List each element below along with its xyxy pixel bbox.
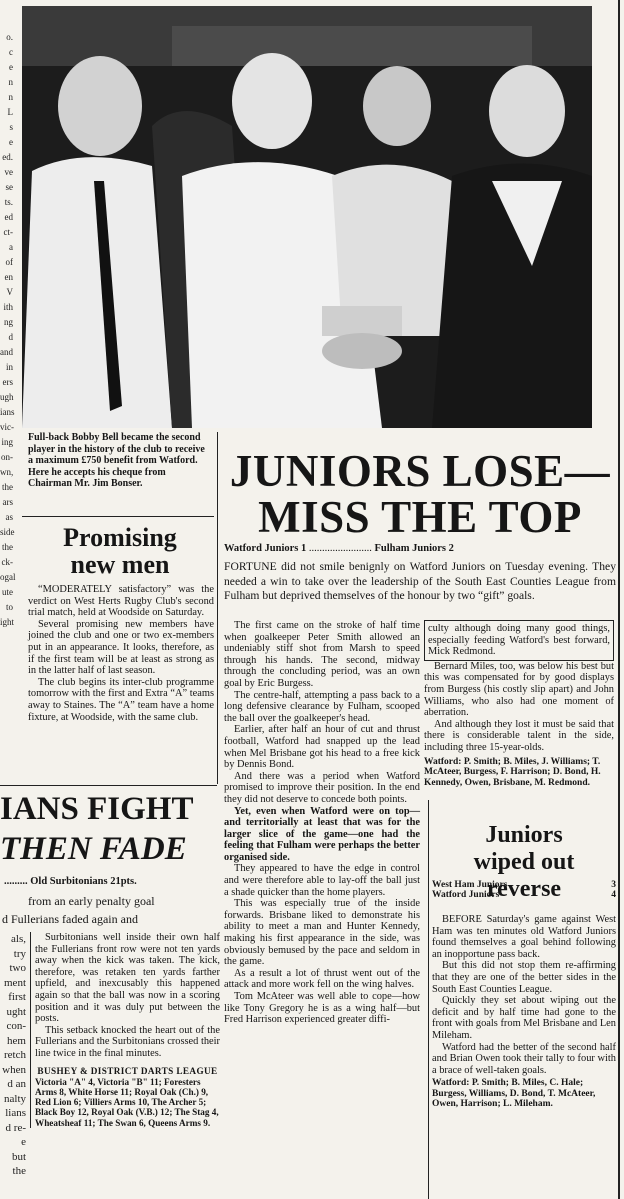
left-edge-fragment: ng <box>4 317 13 327</box>
fullerians-headline-line2: THEN FADE <box>0 831 187 867</box>
darts-league-results: Victoria "A" 4, Victoria "B" 11; Foresters Arms 8, White Horse 11; Royal Oak (Ch.) 9, Red Lion 6; Villiers Arms 10, The Archer 5; Black Boy 12, Royal Oak (V.B.) 12; The Stag 4, Wheatsheaf 11; The Swan 6, Queens Arms 9. <box>35 1076 219 1128</box>
fullerians-lead-line1: from an early penalty goal <box>28 894 155 908</box>
left-edge-column <box>0 30 16 630</box>
juniors-paragraph: And there was a period when Watford promised to improve their position. In the end they did not deserve to concede both points. <box>224 770 420 805</box>
left-edge-fragment: to <box>5 602 13 612</box>
juniors-paragraph: Tom McAteer was well able to cope—how like Tony Gregory he is as a wing half—but Fred Harrison experienced greater diffi- <box>224 991 420 1026</box>
fullerians-paragraph: Surbitonians well inside their own half the Fullerians front row were not ten yards away when the kick was taken. The kick, therefore, was retaken ten yards farther upfield, and inexcusably this happened again so that the ball was now in a scoring position and it was duly put between the posts. <box>35 932 220 1025</box>
fullerians-left-fragment: d an <box>7 1078 26 1090</box>
promising-article <box>28 584 214 723</box>
column-rule-vertical <box>217 432 218 784</box>
fullerians-left-fragment: ment <box>4 976 26 989</box>
left-edge-fragment: as <box>5 512 13 522</box>
left-edge-fragment: en <box>4 272 13 282</box>
juniors-headline-line1: JUNIORS LOSE— <box>229 446 611 496</box>
juniors-column-1 <box>224 620 420 1026</box>
fullerians-left-fragment: als, <box>11 933 26 945</box>
left-edge-fragment: ed. <box>2 152 13 162</box>
fullerians-left-fragment: hem <box>7 1034 26 1047</box>
fullerians-fragment-list <box>0 932 26 1179</box>
promising-paragraph: The club begins its inter-club programme tomorrow with the first and Extra “A” teams away to Staines. The “A” team have a home fixture, at Woodside, with the same club. <box>28 676 214 723</box>
juniors-bold-paragraph: Yet, even when Watford were on top—and territorially at least that was for the larger slice of the game—one had the feeling that Fulham were perhaps the better organised side. <box>224 805 420 863</box>
wiped-article <box>432 914 616 1110</box>
juniors-result <box>224 543 616 554</box>
fullerians-left-fragment: the <box>12 1165 26 1177</box>
left-edge-fragment: d <box>8 332 13 342</box>
fullerians-box <box>30 932 220 1128</box>
juniors-paragraph: As a result a lot of thrust went out of the attack and more work fell on the wing halves. <box>224 967 420 991</box>
left-edge-fragment: e <box>9 137 13 147</box>
section-rule-top <box>22 516 214 517</box>
fullerians-left-fragment: two <box>9 962 26 974</box>
juniors-paragraph: Earlier, after half an hour of cut and thrust football, Watford had snapped up the lead when Mel Brisbane got his head to a free kick by Dennis Bond. <box>224 724 420 771</box>
fullerians-left-fragments <box>0 932 26 1179</box>
photo-caption: Full-back Bobby Bell became the second player in the history of the club to receive a maximum £750 benefit from Watford. Here he accepts his cheque from Chairman Mr. Jim Bonser. <box>28 432 205 489</box>
left-edge-fragment: ight <box>0 617 15 627</box>
left-edge-fragment: the <box>2 542 13 552</box>
fullerians-left-fragment: when <box>2 1063 26 1076</box>
wiped-paragraph: Quickly they set about wiping out the deficit and by half time had gone to the front with goals from Mel Brisbane and Len Mileham. <box>432 995 616 1041</box>
juniors-paragraph: This was especially true of the inside forwards. Brisbane liked to demonstrate his ability to meet a man and Hunter Kennedy, making his first appearance in the side, was obviously bemused by the pace and seldom in the game. <box>224 898 420 968</box>
fullerians-lead-line2: d Fullerians faded again and <box>2 912 138 926</box>
juniors-paragraph: They appeared to have the edge in control and were therefore able to lay-off the ball just a shade quicker than the home players. <box>224 863 420 898</box>
left-edge-fragment: ith <box>3 302 13 312</box>
fullerians-left-fragment: e <box>21 1136 26 1148</box>
fullerians-left-fragment: retch <box>4 1049 26 1061</box>
left-edge-fragment: and <box>0 347 13 357</box>
left-edge-fragment: n <box>8 92 13 102</box>
wiped-result-row <box>432 890 616 900</box>
left-edge-fragment: wn, <box>0 467 14 477</box>
wiped-paragraph: Watford had the better of the second half and Brian Owen took their tally to four with a brace of well-taken goals. <box>432 1041 616 1076</box>
juniors-headline-line2: MISS THE TOP <box>258 492 582 542</box>
left-edge-fragment: the <box>2 482 13 492</box>
left-edge-fragment: ts. <box>4 197 13 207</box>
fullerians-paragraph: This setback knocked the heart out of the Fullerians and the Surbitonians crossed their line twice in the final minutes. <box>35 1024 220 1059</box>
left-edge-fragment: ute <box>2 587 13 597</box>
left-edge-fragment: vic- <box>0 422 14 432</box>
fullerians-left-fragment: ught <box>6 1005 26 1018</box>
left-edge-fragment: a <box>9 242 13 252</box>
left-edge-fragment: se <box>5 182 13 192</box>
wiped-headline: Juniors wiped out reverse <box>473 822 575 902</box>
left-edge-fragment: ck- <box>1 557 13 567</box>
juniors-result-away: Fulham Juniors 2 <box>374 543 454 554</box>
left-edge-fragment: ogal <box>0 572 16 582</box>
wiped-paragraph: BEFORE Saturday's game against West Ham was ten minutes old Watford Juniors found themselves a goal behind following an inopportune pass back. <box>432 914 616 960</box>
darts-league-title: BUSHEY & DISTRICT DARTS LEAGUE <box>37 1065 218 1076</box>
left-edge-fragment: s <box>9 122 13 132</box>
fullerians-left-fragment: d re- <box>5 1121 26 1134</box>
left-edge-fragment: ians <box>0 407 15 417</box>
left-edge-fragment: of <box>5 257 13 267</box>
fullerians-left-fragment: con- <box>6 1020 26 1032</box>
juniors-team-line: Watford: P. Smith; B. Miles, J. Williams; T. McAteer, Burgess, F. Harrison; D. Bond, H. Kennedy, Owen, Brisbane, M. Redmond. <box>424 756 601 788</box>
fullerians-headline-line1: IANS FIGHT <box>0 791 194 827</box>
section-rule-mid <box>0 785 217 786</box>
fullerians-left-fragment: first <box>8 991 26 1003</box>
left-edge-fragment: ed <box>4 212 13 222</box>
left-edge-fragment: ve <box>4 167 13 177</box>
wiped-result-score: 4 <box>611 890 616 900</box>
wiped-result-score: 3 <box>611 880 616 890</box>
juniors-paragraph: The first came on the stroke of half time when goalkeeper Peter Smith allowed an undeniably stiff shot from Marsh to speed through his hands. The second, midway through the concluding period, was an own goal by Eric Burgess. <box>224 620 420 689</box>
fullerians-left-fragment: try <box>13 947 26 960</box>
wiped-results <box>432 880 616 900</box>
juniors-result-dots: ........................ <box>308 543 372 554</box>
left-edge-fragment: side <box>0 527 15 537</box>
news-photograph <box>22 6 592 428</box>
left-edge-fragments <box>0 30 16 630</box>
left-edge-fragment: o. <box>6 32 13 42</box>
juniors-paragraph: The centre-half, attempting a pass back to a long defensive clearance by Fulham, scooped the ball over the goalkeeper's head. <box>224 689 420 724</box>
fullerians-result: ......... Old Surbitonians 21pts. <box>4 876 137 887</box>
wiped-result-team: West Ham Juniors <box>432 880 508 890</box>
left-edge-fragment: L <box>7 107 13 117</box>
juniors-paragraph: Bernard Miles, too, was below his best but this was compensated for by good displays from Burgess (his costly slip apart) and John Williams, who also had one moment of aberration. <box>424 660 614 719</box>
juniors-result-home: Watford Juniors 1 <box>224 543 307 554</box>
left-edge-fragment: on- <box>1 452 13 462</box>
column-rule-right <box>428 800 429 1199</box>
left-edge-fragment: V <box>6 287 13 297</box>
fullerians-left-fragment: but <box>11 1150 26 1163</box>
left-edge-fragment: ugh <box>0 392 14 402</box>
wiped-result-row <box>432 880 616 890</box>
left-edge-fragment: e <box>9 62 13 72</box>
photo-illustration <box>22 6 592 428</box>
promising-paragraph: “MODERATELY satisfactory” was the verdict on West Herts Rugby Club's second trial match, held at Woodside on Saturday. <box>28 584 214 619</box>
juniors-continuation-box: culty although doing many good things, especially feeding Watford's best forward, Mick Redmond. <box>424 620 614 661</box>
fullerians-left-fragment: nalty <box>4 1092 26 1105</box>
wiped-result-team: Watford Juniors <box>432 890 500 900</box>
promising-paragraph: Several promising new members have joined the club and one or two ex-members put in an appearance. It looks, therefore, as if the first team will be at least as strong as in the latter half of last season. <box>28 618 214 677</box>
juniors-column-2 <box>424 620 614 788</box>
promising-headline: Promising new men <box>63 523 177 579</box>
wiped-team-line: Watford: P. Smith; B. Miles, C. Hale; Burgess, Williams, D. Bond, T. McAteer, Owen, Harrison; L. Mileham. <box>432 1078 596 1110</box>
left-edge-fragment: in <box>5 362 13 372</box>
left-edge-fragment: ct- <box>3 227 13 237</box>
left-edge-fragment: ing <box>1 437 13 447</box>
juniors-paragraph: And although they lost it must be said that there is considerable talent in the side, including three 15-year-olds. <box>424 718 614 753</box>
left-edge-fragment: c <box>9 47 13 57</box>
left-edge-fragment: n <box>8 77 13 87</box>
left-edge-fragment: ers <box>2 377 13 387</box>
left-edge-fragment: ars <box>2 497 13 507</box>
juniors-lead: FORTUNE did not smile benignly on Watford Juniors on Tuesday evening. They needed a win to take over the leadership of the South East Counties League from Fulham but deprived themselves of the honour by two “gift” goals. <box>224 560 616 603</box>
fullerians-left-fragment: lians <box>5 1107 26 1119</box>
wiped-paragraph: But this did not stop them re-affirming that they are one of the better sides in the South East Counties League. <box>432 960 616 995</box>
right-border <box>618 0 620 1199</box>
